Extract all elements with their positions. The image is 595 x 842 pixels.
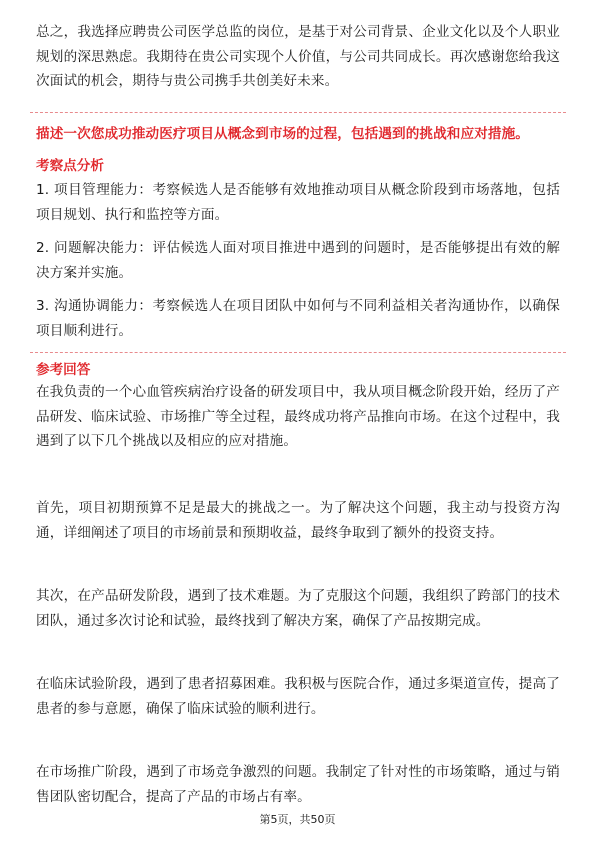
section-divider [30, 352, 566, 353]
closing-paragraph: 总之，我选择应聘贵公司医学总监的岗位，是基于对公司背景、企业文化以及个人职业规划的深思熟虑。我期待在贵公司实现个人价值，与公司共同成长。再次感谢您给我这次面试的机会，期待与贵公司携手共创美好未来。 [36, 24, 560, 90]
interview-question: 描述一次您成功推动医疗项目从概念到市场的过程，包括遇到的挑战和应对措施。 [36, 126, 529, 142]
analysis-item-2: 2. 问题解决能力：评估候选人面对项目推进中遇到的问题时，是否能够提出有效的解决方案并实施。 [36, 240, 560, 281]
answer-paragraph-5: 在市场推广阶段，遇到了市场竞争激烈的问题。我制定了针对性的市场策略，通过与销售团队密切配合，提高了产品的市场占有率。 [36, 764, 560, 805]
answer-paragraph-3: 其次，在产品研发阶段，遇到了技术难题。为了克服这个问题，我组织了跨部门的技术团队，通过多次讨论和试验，最终找到了解决方案，确保了产品按期完成。 [36, 588, 560, 629]
analysis-item-1: 1. 项目管理能力：考察候选人是否能够有效地推动项目从概念阶段到市场落地，包括项目规划、执行和监控等方面。 [36, 182, 560, 223]
section-divider [30, 112, 566, 113]
answer-heading: 参考回答 [36, 362, 91, 378]
analysis-heading: 考察点分析 [36, 158, 104, 174]
answer-paragraph-4: 在临床试验阶段，遇到了患者招募困难。我积极与医院合作，通过多渠道宣传，提高了患者的参与意愿，确保了临床试验的顺利进行。 [36, 676, 560, 717]
answer-paragraph-1: 在我负责的一个心血管疾病治疗设备的研发项目中，我从项目概念阶段开始，经历了产品研发、临床试验、市场推广等全过程，最终成功将产品推向市场。在这个过程中，我遇到了以下几个挑战以及相应的应对措施。 [36, 384, 560, 450]
answer-paragraph-2: 首先，项目初期预算不足是最大的挑战之一。为了解决这个问题，我主动与投资方沟通，详细阐述了项目的市场前景和预期收益，最终争取到了额外的投资支持。 [36, 500, 560, 541]
analysis-item-3: 3. 沟通协调能力：考察候选人在项目团队中如何与不同利益相关者沟通协作，以确保项目顺利进行。 [36, 298, 560, 339]
page-number: 第5页，共50页 [259, 813, 336, 826]
